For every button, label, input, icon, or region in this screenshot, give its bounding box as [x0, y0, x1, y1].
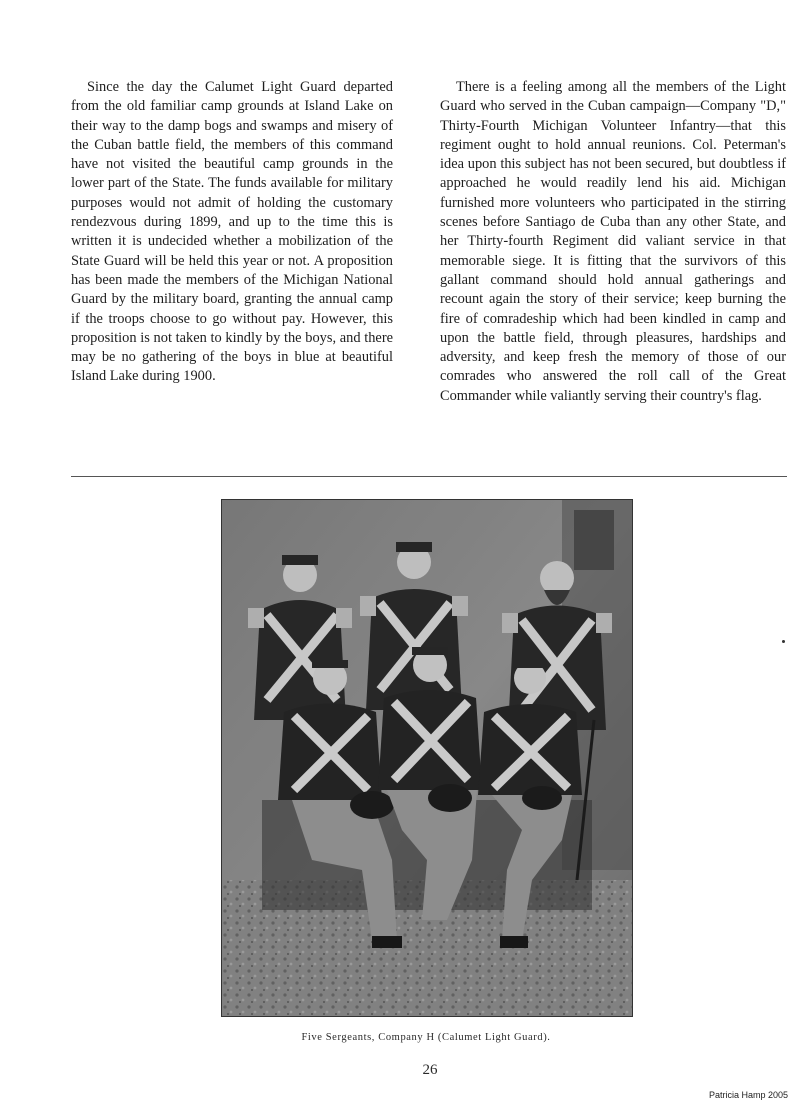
left-column-text: Since the day the Calumet Light Guard departed from the old familiar camp grounds at Island Lake on their way to the damp bogs and swamps and misery of the Cuban battle field, the members of this command have not visited the beautiful camp grounds in the lower part of the State. The funds available for military purposes would not admit of holding the customary rendezvous during 1899, and up to the time this is written it is undecided whether a mobilization of the State Guard will be held this year or not. A proposition has been made the members of the Michigan National Guard by the military board, granting the annual camp if the troops choose to go without pay. However, this proposition is not taken to kindly by the boys, and there may be no gathering of the boys in blue at beautiful Island Lake during 1900. — [71, 79, 393, 385]
scan-speck — [782, 640, 785, 643]
right-column-text: There is a feeling among all the members of the Light Guard who served in the Cuban campaign—Company "D," Thirty-Fourth Michigan Volunteer Infantry—that this regiment ought to hold annual reunions. Col. Peterman's idea upon this subject has not been secured, but doubtless if approached he would readily lend his aid. Michigan furnished more volunteers who participated in the stirring scenes before Santiago de Cuba than any other State, and her Thirty-fourth Regiment did valiant service in that memorable siege. It is fitting that the survivors of this gallant command should hold annual gatherings and recount again the story of their service; keep burning the fire of comradeship which had been kindled in camp and upon the battle field, through pleasures, hardships and adversity, and keep fresh the memory of those of our comrades who answered the roll call of the Great Commander while valiantly serving their country's flag. — [440, 79, 786, 404]
photo-caption: Five Sergeants, Company H (Calumet Light Guard). — [301, 1032, 551, 1043]
photograph-illustration — [222, 500, 632, 1016]
credit-line: Patricia Hamp 2005 — [708, 1090, 788, 1100]
group-photograph — [221, 499, 633, 1017]
horizontal-divider — [71, 476, 787, 477]
page-number: 26 — [422, 1062, 438, 1078]
